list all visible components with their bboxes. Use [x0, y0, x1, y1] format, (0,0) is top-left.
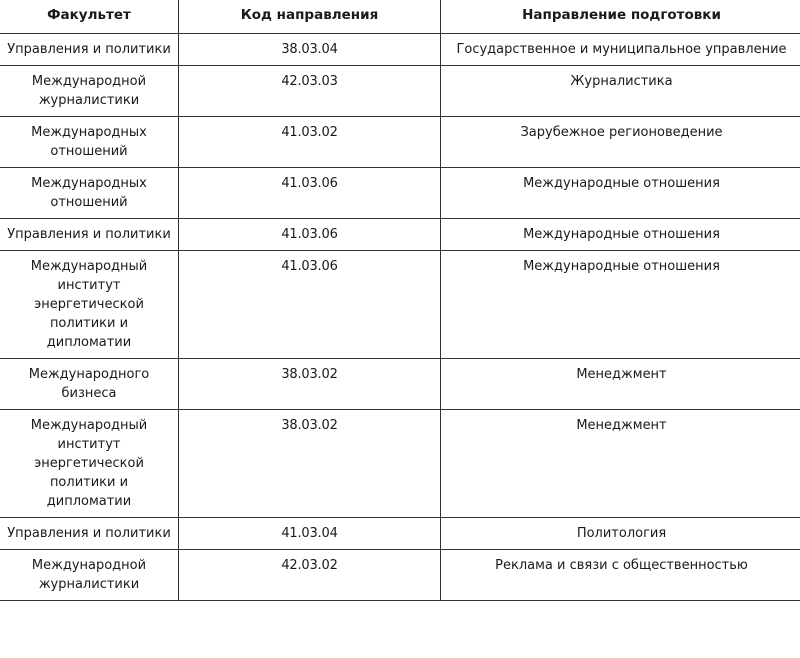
cell-program: Зарубежное регионоведение [441, 117, 800, 168]
cell-faculty: Управления и политики [0, 34, 179, 66]
table-row [0, 251, 800, 359]
cell-program: Международные отношения [441, 168, 800, 219]
cell-program: Реклама и связи с общественностью [441, 550, 800, 601]
header-program: Направление подготовки [441, 0, 800, 34]
cell-faculty: Международных отношений [0, 168, 179, 219]
table-row [0, 410, 800, 518]
cell-code: 41.03.06 [179, 219, 441, 251]
cell-program: Журналистика [441, 66, 800, 117]
table-row [0, 117, 800, 168]
header-faculty: Факультет [0, 0, 179, 34]
cell-code: 41.03.02 [179, 117, 441, 168]
cell-faculty: Международный институт энергетической политики и дипломатии [0, 251, 179, 359]
cell-program: Менеджмент [441, 359, 800, 410]
cell-program: Государственное и муниципальное управление [441, 34, 800, 66]
table-row [0, 518, 800, 550]
table-row [0, 34, 800, 66]
cell-code: 41.03.06 [179, 168, 441, 219]
cell-faculty: Международного бизнеса [0, 359, 179, 410]
cell-code: 38.03.02 [179, 410, 441, 518]
cell-program: Политология [441, 518, 800, 550]
cell-code: 41.03.04 [179, 518, 441, 550]
cell-code: 41.03.06 [179, 251, 441, 359]
cell-faculty: Управления и политики [0, 219, 179, 251]
cell-code: 38.03.04 [179, 34, 441, 66]
table-header-row [0, 0, 800, 34]
cell-program: Международные отношения [441, 251, 800, 359]
cell-code: 42.03.02 [179, 550, 441, 601]
cell-faculty: Управления и политики [0, 518, 179, 550]
cell-program: Менеджмент [441, 410, 800, 518]
cell-faculty: Международных отношений [0, 117, 179, 168]
cell-faculty: Международный институт энергетической политики и дипломатии [0, 410, 179, 518]
cell-faculty: Международной журналистики [0, 66, 179, 117]
table-row [0, 359, 800, 410]
cell-program: Международные отношения [441, 219, 800, 251]
cell-faculty: Международной журналистики [0, 550, 179, 601]
header-code: Код направления [179, 0, 441, 34]
table-row [0, 66, 800, 117]
table-row [0, 550, 800, 601]
cell-code: 42.03.03 [179, 66, 441, 117]
table-row [0, 168, 800, 219]
table-row [0, 219, 800, 251]
cell-code: 38.03.02 [179, 359, 441, 410]
